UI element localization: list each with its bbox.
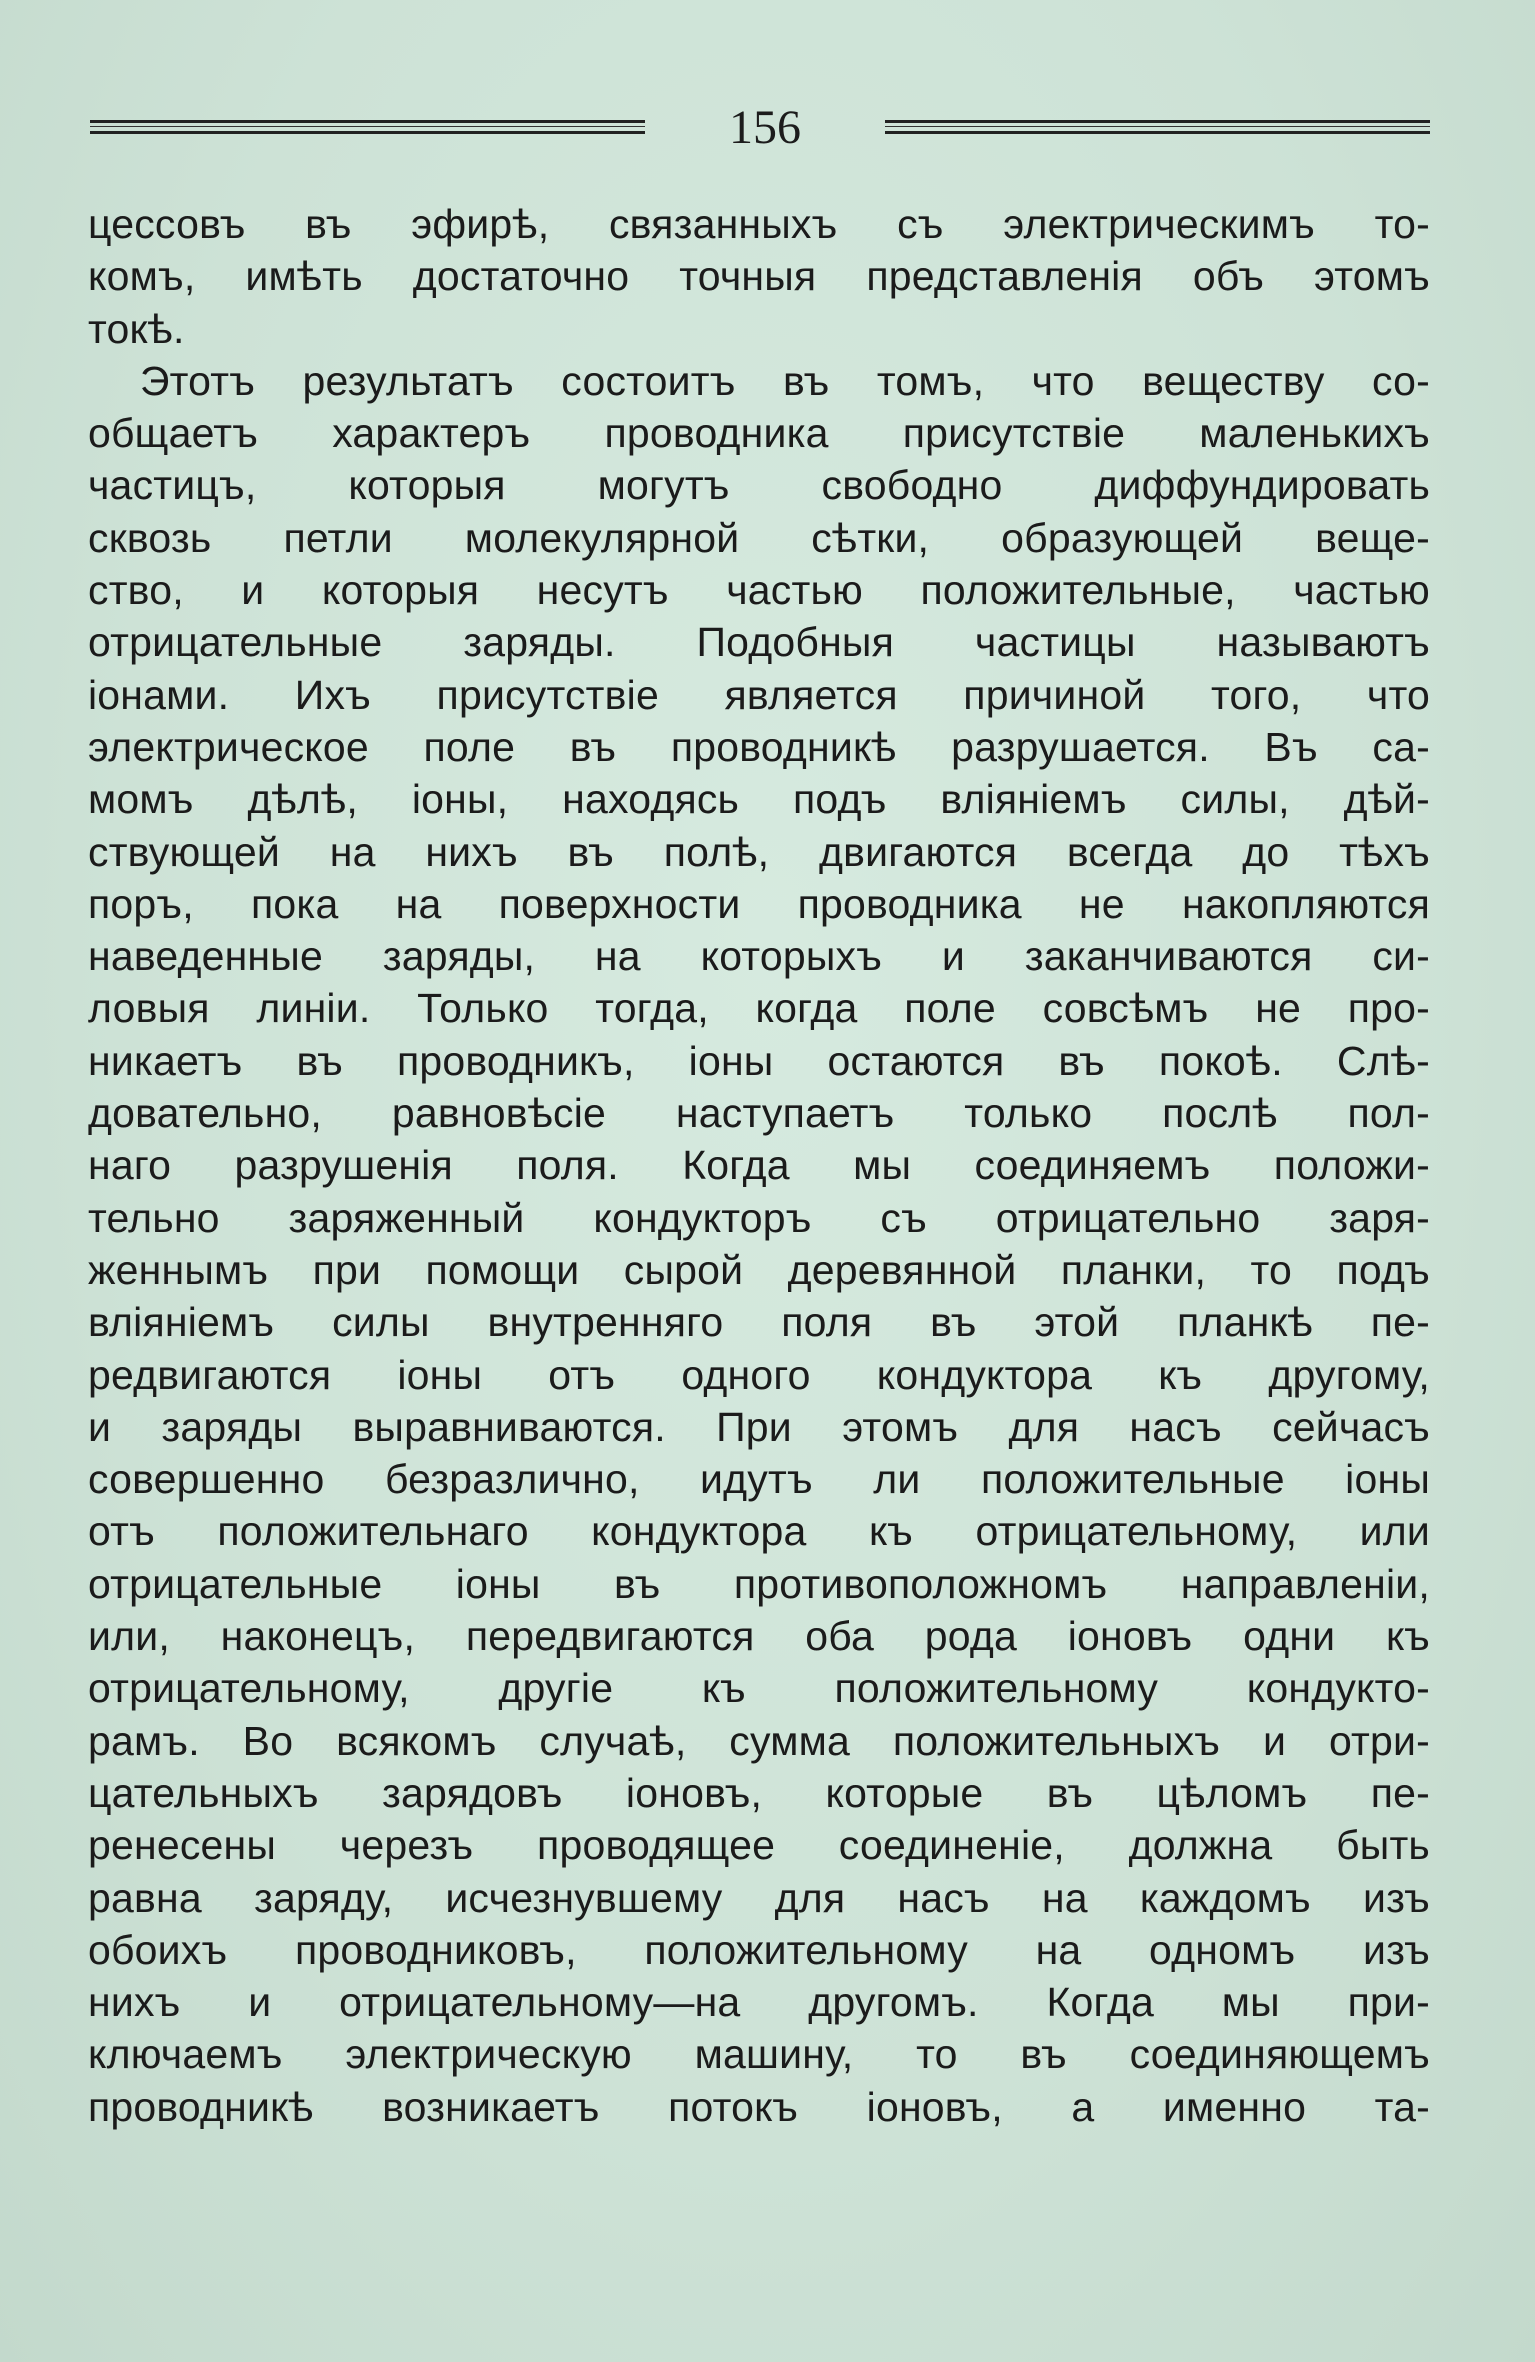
text-line: частицъ, которыя могутъ свободно диффундировать	[88, 462, 1430, 509]
text-line: рамъ. Во всякомъ случаѣ, сумма положительныхъ и отри-	[88, 1717, 1430, 1764]
text-line: электрическое поле въ проводникѣ разрушается. Въ са-	[88, 723, 1430, 770]
text-line: совершенно безразлично, идутъ ли положительные іоны	[88, 1456, 1430, 1503]
text-line: и заряды выравниваются. При этомъ для насъ сейчасъ	[88, 1403, 1430, 1450]
text-line: редвигаются іоны отъ одного кондуктора къ другому,	[88, 1351, 1430, 1398]
text-line: нихъ и отрицательному—на другомъ. Когда мы при-	[88, 1979, 1430, 2026]
text-line: общаетъ характеръ проводника присутствіе маленькихъ	[88, 410, 1430, 457]
text-line: ствующей на нихъ въ полѣ, двигаются всегда до тѣхъ	[88, 828, 1430, 875]
text-line: тельно заряженный кондукторъ съ отрицательно заря-	[88, 1194, 1430, 1241]
header-rule-right	[885, 120, 1430, 134]
text-line: момъ дѣлѣ, іоны, находясь подъ вліяніемъ силы, дѣй-	[88, 776, 1430, 823]
text-line: отъ положительнаго кондуктора къ отрицательному, или	[88, 1508, 1430, 1555]
text-line: наведенные заряды, на которыхъ и заканчиваются си-	[88, 933, 1430, 980]
text-line: ство, и которыя несутъ частью положительные, частью	[88, 567, 1430, 614]
text-line: отрицательные іоны въ противоположномъ направленіи,	[88, 1560, 1430, 1607]
text-line: наго разрушенія поля. Когда мы соединяемъ положи-	[88, 1142, 1430, 1189]
text-line: цательныхъ зарядовъ іоновъ, которые въ цѣломъ пе-	[88, 1769, 1430, 1816]
text-line: токѣ.	[88, 305, 185, 352]
text-line: отрицательные заряды. Подобныя частицы называютъ	[88, 619, 1430, 666]
text-line: Этотъ результатъ состоитъ въ томъ, что веществу со-	[140, 357, 1430, 404]
header-rule-left	[90, 120, 645, 134]
page-number: 156	[729, 101, 801, 154]
text-line: ключаемъ электрическую машину, то въ соединяющемъ	[88, 2031, 1430, 2078]
text-line: довательно, равновѣсіе наступаетъ только послѣ пол-	[88, 1090, 1430, 1137]
text-line: обоихъ проводниковъ, положительному на одномъ изъ	[88, 1926, 1430, 1973]
text-line: женнымъ при помощи сырой деревянной планки, то подъ	[88, 1246, 1430, 1293]
text-line: ренесены черезъ проводящее соединеніе, должна быть	[88, 1822, 1430, 1869]
text-line: іонами. Ихъ присутствіе является причиной того, что	[88, 671, 1430, 718]
page-header	[90, 98, 1430, 158]
text-line: никаетъ въ проводникъ, іоны остаются въ покоѣ. Слѣ-	[88, 1037, 1430, 1084]
text-line: комъ, имѣть достаточно точныя представленія объ этомъ	[88, 253, 1430, 300]
text-line: вліяніемъ силы внутренняго поля въ этой планкѣ пе-	[88, 1299, 1430, 1346]
text-line: равна заряду, исчезнувшему для насъ на каждомъ изъ	[88, 1874, 1430, 1921]
text-line: или, наконецъ, передвигаются оба рода іоновъ одни къ	[88, 1613, 1430, 1660]
text-line: цессовъ въ эфирѣ, связанныхъ съ электрическимъ то-	[88, 201, 1430, 247]
body-text	[88, 198, 1430, 2133]
text-line: ловыя линіи. Только тогда, когда поле совсѣмъ не про-	[88, 985, 1430, 1032]
text-line: проводникѣ возникаетъ потокъ іоновъ, а именно та-	[88, 2083, 1430, 2130]
text-line: сквозь петли молекулярной сѣтки, образующей веще-	[88, 514, 1430, 561]
text-line: поръ, пока на поверхности проводника не накопляются	[88, 880, 1430, 927]
text-line: отрицательному, другіе къ положительному кондукто-	[88, 1665, 1430, 1712]
